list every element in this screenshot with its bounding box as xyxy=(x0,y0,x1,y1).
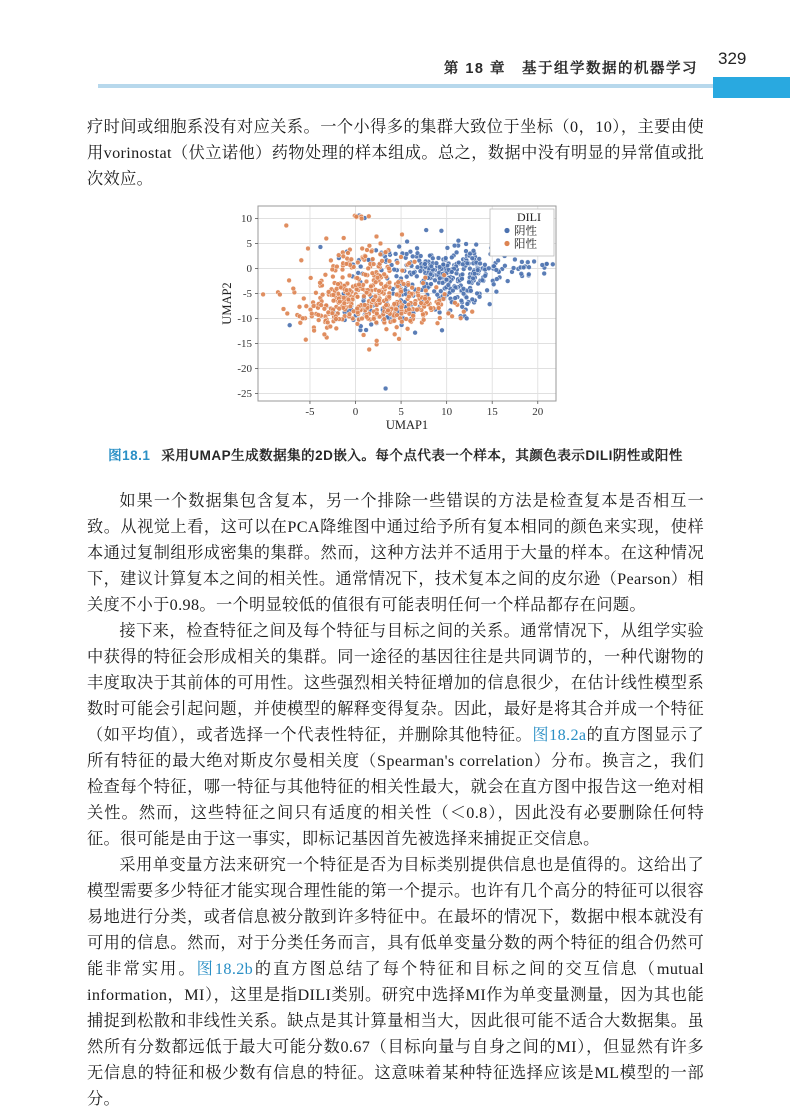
y-tick-label: -25 xyxy=(237,388,252,400)
figure-caption-label: 图18.1 xyxy=(108,448,151,463)
y-tick-label: -20 xyxy=(237,363,252,375)
figure-ref: 图18.2b xyxy=(196,960,254,978)
y-tick-label: -15 xyxy=(237,338,252,350)
text-run: 如果一个数据集包含复本，另一个排除一些错误的方法是检查复本是否相互一致。从视觉上看，这可以在PCA降维图中通过给予所有复本相同的颜色来实现，使样本通过复制组形成密集的集群。然而，这种方法并不适用于大量的样本。在这种情况下，建议计算复本之间的相关性。通常情况下，技术复本之间的皮尔逊（Pearson）相关度不小于0.98。一个明显较低的值很有可能表明任何一个样品都存在问题。 xyxy=(87,492,704,614)
legend-label: 阳性 xyxy=(514,238,537,251)
figure-caption xyxy=(87,444,704,464)
legend-marker-阳性 xyxy=(504,241,509,246)
text-run: 的直方图显示了所有特征的最大绝对斯皮尔曼相关度（Spearman's correlation）分布。换言之，我们检查每个特征，哪一特征与其他特征的相关性最大，就会在直方图中报告这一绝对相关性。然而，这些特征之间只有适度的相关性（＜0.8），因此没有必要删除任何特征。很可能是由于这一事实，即标记基因首先被选择来捕捉正交信息。 xyxy=(87,726,704,848)
y-tick-label: -5 xyxy=(242,288,252,300)
paragraph-univariate xyxy=(87,852,704,1112)
paragraph-feature-correlation xyxy=(87,618,704,852)
x-axis-label: UMAP1 xyxy=(385,418,429,432)
x-tick-label: 5 xyxy=(398,406,404,418)
figure-umap-scatter xyxy=(221,200,571,439)
x-tick-label: 0 xyxy=(352,406,359,418)
y-tick-label: 0 xyxy=(246,263,252,275)
header-accent-bar xyxy=(713,77,790,98)
plot-legend xyxy=(490,209,554,256)
y-tick-label: -10 xyxy=(237,313,252,325)
header-rule xyxy=(98,84,713,88)
text-run: 采用单变量方法来研究一个特征是否为目标类别提供信息也是值得的。这给出了模型需要多少特征才能实现合理性能的第一个提示。也许有几个高分的特征可以很容易地进行分类，或者信息被分散到许多特征中。在最坏的情况下，数据中根本就没有可用的信息。然而，对于分类任务而言，具有低单变量分数的两个特征的组合仍然可能非常实用。 xyxy=(87,856,704,978)
legend-marker-阴性 xyxy=(504,228,509,233)
text-run: 的直方图总结了每个特征和目标之间的交互信息（mutual information，MI），这里是指DILI类别。研究中选择MI作为单变量测量，因为其也能捕捉到松散和非线性关系。缺点是其计算量相当大，因此很可能不适合大数据集。虽然所有分数都远低于最大可能分数0.67（目标向量与自身之间的MI），但显然有许多无信息的特征和极少数有信息的特征。这意味着某种特征选择应该是ML模型的一部分。 xyxy=(87,960,704,1108)
y-axis-label: UMAP2 xyxy=(221,282,234,325)
text-run: 疗时间或细胞系没有对应关系。一个小得多的集群大致位于坐标（0，10），主要由使用vorinostat（伏立诺他）药物处理的样本组成。总之，数据中没有明显的异常值或批次效应。 xyxy=(87,118,704,188)
umap-scatter-svg xyxy=(221,200,571,434)
legend-label: 阴性 xyxy=(514,225,537,238)
x-tick-label: -5 xyxy=(305,406,315,418)
x-tick-label: 20 xyxy=(532,406,544,418)
paragraph-continuation xyxy=(87,114,704,192)
x-tick-label: 15 xyxy=(486,406,498,418)
figure-ref: 图18.2a xyxy=(532,726,587,744)
chapter-title: 第 18 章 基于组学数据的机器学习 xyxy=(443,61,698,77)
x-tick-label: 10 xyxy=(441,406,453,418)
text-run: 接下来，检查特征之间及每个特征与目标之间的关系。通常情况下，从组学实验中获得的特征会形成相关的集群。同一途径的基因往往是共同调节的，一种代谢物的丰度取决于其前体的可用性。这些强烈相关特征增加的信息很少，在估计线性模型系数时可能会引起问题，并使模型的解释变得复杂。因此，最好是将其合并成一个特征（如平均值），或者选择一个代表性特征，并删除其他特征。 xyxy=(87,622,704,744)
figure-caption-text: 采用UMAP生成数据集的2D嵌入。每个点代表一个样本，其颜色表示DILI阴性或阳性 xyxy=(161,448,683,463)
y-tick-label: 10 xyxy=(241,213,252,225)
y-tick-label: 5 xyxy=(246,238,252,250)
paragraph-duplicates xyxy=(87,488,704,618)
legend-title: DILI xyxy=(517,210,541,224)
page-content xyxy=(87,114,704,1112)
page-number: 329 xyxy=(718,49,747,68)
